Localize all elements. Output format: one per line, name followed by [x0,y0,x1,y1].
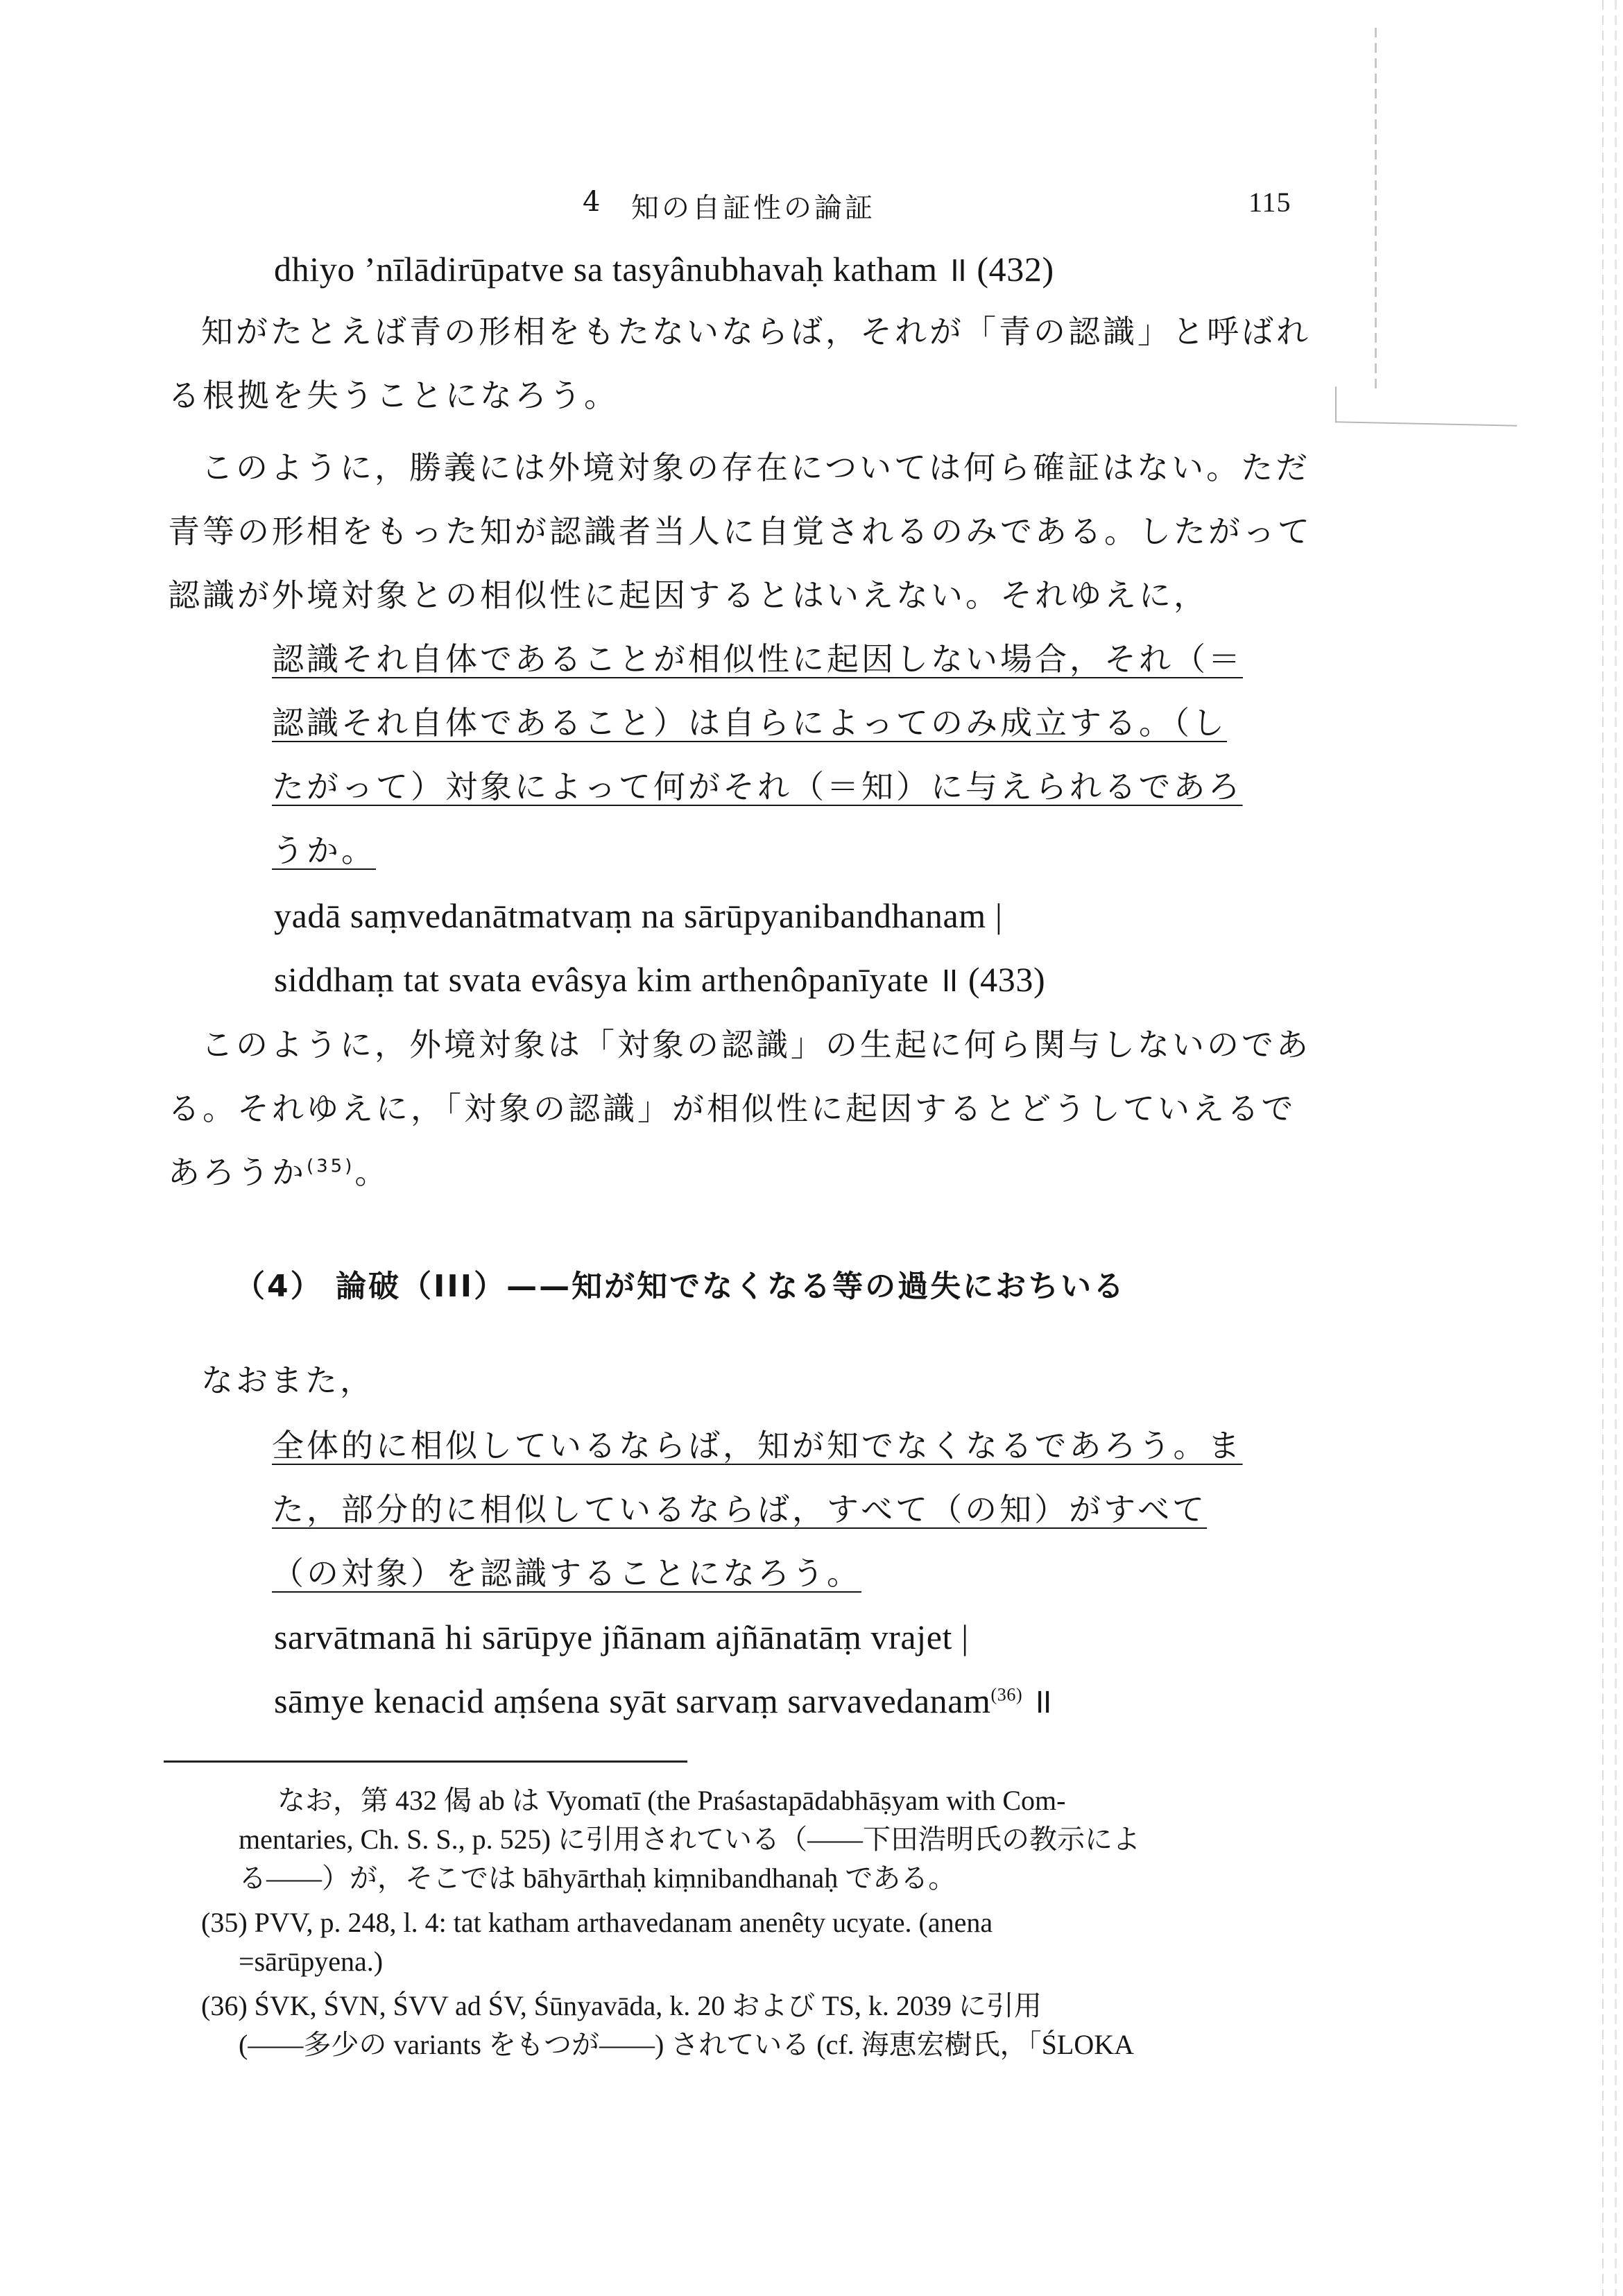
paragraph-line: る根拠を失うことになろう。 [168,377,619,414]
paragraph-line: 知がたとえば青の形相をもたないならば，それが「青の認識」と呼ばれ [201,313,1311,350]
section-number: （4） [234,1269,323,1304]
verse-translation-line: 全体的に相似しているならば，知が知でなくなるであろう。ま [272,1427,1243,1464]
paragraph-line: 認識が外境対象との相似性に起因するとはいえない。それゆえに， [168,576,1208,614]
footnote-35-line: =sārūpyena.) [239,1946,384,1977]
page-number: 115 [1248,187,1291,218]
note-reference: (36) [990,1684,1023,1705]
footnote-rule [164,1760,687,1763]
section-title: 論破（III）——知が知でなくなる等の過失におちいる [335,1269,1126,1304]
page-tab-mark [1335,386,1517,426]
verse-432-sanskrit: dhiyo ’nīlādirūpatve sa tasyânubhavaḥ katham ॥ (432) [274,250,1054,289]
verse-translation-line: た，部分的に相似しているならば，すべて（の知）がすべて [272,1491,1208,1528]
footnote-line: mentaries, Ch. S. S., p. 525) に引用されている（——下田浩明氏の教示によ [239,1824,1140,1855]
verse-sanskrit-text: ॥ [1022,1681,1053,1720]
verse-433-translation-line: うか。 [272,832,376,869]
chapter-title: 知の自証性の論証 [631,192,875,224]
verse-433-translation-line: 認識それ自体であること）は自らによってのみ成立する。（し [272,704,1227,742]
verse-translation-line: （の対象）を認識することになろう。 [272,1554,861,1592]
paragraph-line [168,1151,389,1193]
paragraph-line: このように，外境対象は「対象の認識」の生起に何ら関与しないのであ [201,1026,1311,1063]
paragraph-text: あろうか [168,1154,307,1191]
paragraph-line: なおまた， [201,1362,375,1399]
footnote-36-line: (——多少の variants をもつが——) されている (cf. 海恵宏樹氏，「ŚLOKA [239,2029,1134,2060]
paragraph-text: 。 [354,1154,390,1191]
verse-433-sanskrit-line: siddhaṃ tat svata evâsya kim arthenôpanīyate ॥ (433) [274,960,1046,999]
scan-edge-artifact [1615,0,1617,2296]
footnote-36-line: (36) ŚVK, ŚVN, ŚVV ad ŚV, Śūnyavāda, k. 20 および TS, k. 2039 に引用 [201,1990,1042,2021]
note-reference: (35) [307,1156,355,1177]
verse-433-sanskrit-line: yadā saṃvedanātmatvaṃ na sārūpyanibandhanam | [274,896,1003,935]
verse-sanskrit-line: sarvātmanā hi sārūpye jñānam ajñānatāṃ vrajet | [274,1618,969,1656]
footnote-35-line: (35) PVV, p. 248, l. 4: tat katham arthavedanam anenêty ucyate. (anena [201,1907,993,1938]
chapter-number: 4 [583,186,601,218]
footnote-line: る——）が，そこでは bāhyārthaḥ kiṃnibandhanaḥ である。 [239,1862,956,1894]
footnote-line: なお，第 432 偈 ab は Vyomatī (the Praśastapādabhāṣyam with Com- [277,1785,1066,1816]
verse-sanskrit-line [274,1680,1053,1722]
scan-edge-artifact [1602,0,1604,2296]
verse-433-translation-line: 認識それ自体であることが相似性に起因しない場合，それ（＝ [272,640,1243,678]
verse-sanskrit-text: sāmye kenacid aṃśena syāt sarvaṃ sarvavedanam [274,1681,991,1720]
verse-433-translation-line: たがって）対象によって何がそれ（＝知）に与えられるであろ [272,768,1243,805]
paragraph-line: 青等の形相をもった知が認識者当人に自覚されるのみである。したがって [168,513,1312,550]
section-heading [234,1261,1126,1305]
paragraph-line: このように，勝義には外境対象の存在については何ら確証はない。ただ [201,449,1311,486]
scan-edge-artifact [1375,28,1377,388]
paragraph-line: る。それゆえに，「対象の認識」が相似性に起因するとどうしていえるで [168,1090,1296,1127]
